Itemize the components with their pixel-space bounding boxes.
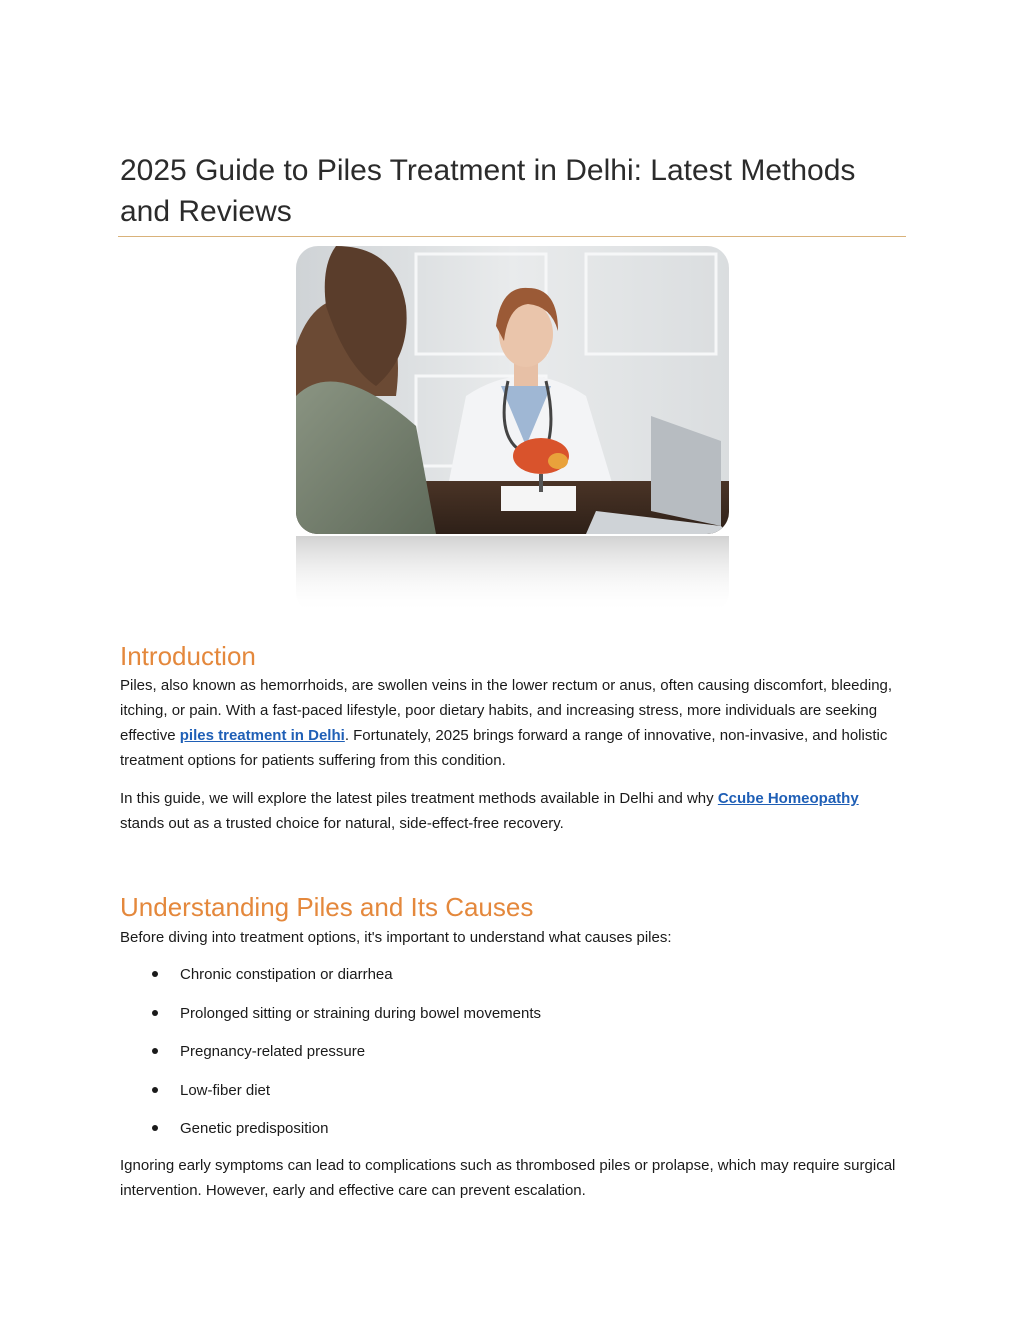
piles-treatment-link[interactable]: piles treatment in Delhi	[179, 727, 345, 744]
causes-intro: Before diving into treatment options, it's important to understand what causes piles:	[120, 929, 672, 946]
intro-p1-text-after: . Fortunately, 2025 brings forward a range of innovative, non-invasive, and holistic treatment options for patients suffering from this condition.	[120, 727, 888, 769]
introduction-paragraph-1	[120, 673, 906, 773]
hero-image	[296, 246, 729, 534]
introduction-heading: Introduction	[120, 641, 256, 671]
list-item: Genetic predisposition	[120, 1116, 541, 1155]
document-title: 2025 Guide to Piles Treatment in Delhi: Latest Methods and Reviews	[120, 154, 856, 228]
title-divider	[118, 236, 906, 237]
causes-heading: Understanding Piles and Its Causes	[120, 892, 534, 922]
intro-p2-text-before: In this guide, we will explore the latest piles treatment methods available in Delhi and why	[120, 790, 718, 807]
intro-p1-text-before: Piles, also known as hemorrhoids, are swollen veins in the lower rectum or anus, often causing discomfort, bleeding, itching, or pain. With a fast-paced lifestyle, poor dietary habits, and increasing stress, more individuals are seeking effective	[120, 677, 893, 744]
hero-image-reflection	[296, 536, 729, 614]
introduction-paragraph-2	[120, 786, 906, 836]
causes-closing: Ignoring early symptoms can lead to complications such as thrombosed piles or prolapse, which may require surgical intervention. However, early and effective care can prevent escalation.	[120, 1157, 896, 1199]
ccube-homeopathy-link[interactable]: Ccube Homeopathy	[717, 790, 859, 807]
causes-list	[120, 962, 541, 1155]
intro-p2-text-after: stands out as a trusted choice for natural, side-effect-free recovery.	[120, 815, 564, 832]
list-item: Low-fiber diet	[120, 1078, 541, 1117]
list-item: Chronic constipation or diarrhea	[120, 962, 541, 1001]
list-item: Prolonged sitting or straining during bowel movements	[120, 1001, 541, 1040]
list-item: Pregnancy-related pressure	[120, 1039, 541, 1078]
